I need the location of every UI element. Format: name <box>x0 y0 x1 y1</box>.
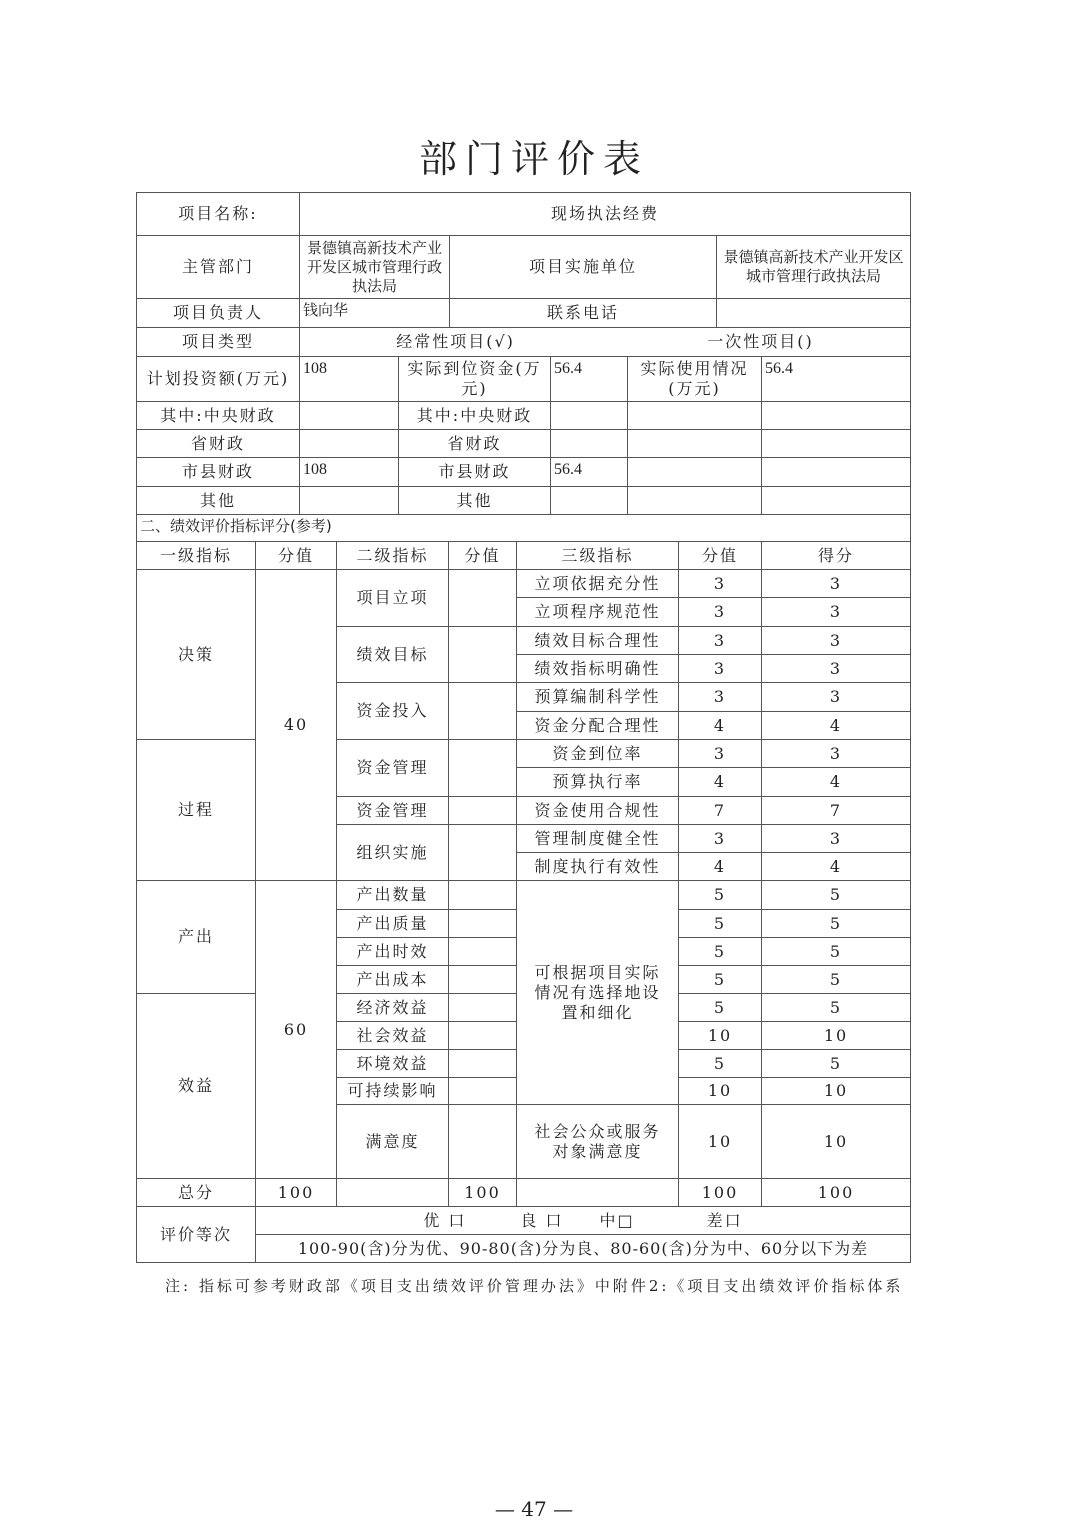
level2-cell: 产出数量 <box>336 880 449 910</box>
actual-source-value: 56.4 <box>550 457 628 487</box>
actual-value: 56.4 <box>550 356 628 402</box>
column-header: 二级指标 <box>336 541 449 570</box>
level3-cell: 预算执行率 <box>516 767 679 797</box>
plan-source-value: 108 <box>299 457 399 487</box>
score-cell: 5 <box>761 880 911 910</box>
grade-rule: 100-90(含)分为优、90-80(含)分为良、80-60(含)分为中、60分以下为差 <box>255 1234 911 1263</box>
used-source-value <box>761 486 911 515</box>
score-cell: 3 <box>761 739 911 768</box>
level2-score <box>448 569 517 627</box>
level2-cell: 资金管理 <box>336 739 449 797</box>
points-cell: 3 <box>678 739 762 768</box>
total-label: 总分 <box>136 1178 256 1207</box>
score-cell: 10 <box>761 1104 911 1179</box>
level3-cell: 资金使用合规性 <box>516 796 679 825</box>
level2-cell: 满意度 <box>336 1104 449 1179</box>
used-source-label <box>627 429 762 458</box>
total-blank <box>516 1178 679 1207</box>
level1-cell: 过程 <box>136 739 256 881</box>
level2-score <box>448 1049 517 1078</box>
used-source-value <box>761 457 911 487</box>
points-cell: 4 <box>678 711 762 740</box>
fund-source-label: 其他 <box>136 486 300 515</box>
score-cell: 10 <box>761 1021 911 1050</box>
fund-source-label: 其中:中央财政 <box>136 401 300 430</box>
level2-cell: 资金投入 <box>336 682 449 740</box>
points-cell: 3 <box>678 597 762 627</box>
page-title: 部门评价表 <box>418 137 649 181</box>
points-cell: 3 <box>678 569 762 598</box>
column-header: 一级指标 <box>136 541 256 570</box>
score-cell: 4 <box>761 711 911 740</box>
dept-value: 景德镇高新技术产业开发区城市管理行政执法局 <box>299 235 450 299</box>
points-cell: 5 <box>678 1049 762 1078</box>
score-cell: 5 <box>761 937 911 966</box>
used-value: 56.4 <box>761 356 911 402</box>
plan-source-value <box>299 401 399 430</box>
plan-label: 计划投资额(万元) <box>136 356 300 402</box>
level2-score <box>448 1077 517 1105</box>
leader-label: 项目负责人 <box>136 298 300 328</box>
points-cell: 3 <box>678 682 762 712</box>
level1-score: 60 <box>255 880 337 1179</box>
column-header: 分值 <box>448 541 517 570</box>
points-cell: 3 <box>678 626 762 655</box>
score-cell: 5 <box>761 1049 911 1078</box>
column-header: 三级指标 <box>516 541 679 570</box>
fund-source-label: 市县财政 <box>398 457 551 487</box>
column-header: 分值 <box>678 541 762 570</box>
level3-cell: 立项程序规范性 <box>516 597 679 627</box>
level3-cell: 绩效指标明确性 <box>516 654 679 683</box>
type-regular: 经常性项目(√) <box>396 332 515 351</box>
used-source-label <box>627 486 762 515</box>
used-source-label <box>627 401 762 430</box>
level3-note: 可根据项目实际情况有选择地设置和细化 <box>516 880 679 1105</box>
level2-cell: 可持续影响 <box>336 1077 449 1105</box>
phone-value <box>716 298 911 328</box>
score-cell: 10 <box>761 1077 911 1105</box>
level3-cell: 预算编制科学性 <box>516 682 679 712</box>
level2-cell: 资金管理 <box>336 796 449 825</box>
level2-score <box>448 909 517 938</box>
leader-value: 钱向华 <box>299 298 450 328</box>
level2-score <box>448 682 517 740</box>
column-header: 分值 <box>255 541 337 570</box>
page-number: — 47 — <box>494 1497 574 1521</box>
score-cell: 3 <box>761 824 911 853</box>
type-label: 项目类型 <box>136 327 300 357</box>
score-cell: 4 <box>761 852 911 881</box>
level2-cell: 经济效益 <box>336 993 449 1022</box>
level1-cell: 效益 <box>136 993 256 1179</box>
points-cell: 4 <box>678 767 762 797</box>
points-cell: 5 <box>678 880 762 910</box>
points-cell: 3 <box>678 824 762 853</box>
impl-label: 项目实施单位 <box>449 235 717 299</box>
phone-label: 联系电话 <box>449 298 717 328</box>
level3-cell: 社会公众或服务 对象满意度 <box>516 1104 679 1179</box>
score-cell: 4 <box>761 767 911 797</box>
type-once: 一次性项目() <box>707 332 814 351</box>
level2-score <box>448 1104 517 1179</box>
level2-score <box>448 824 517 881</box>
points-cell: 7 <box>678 796 762 825</box>
level2-score <box>448 626 517 683</box>
used-source-value <box>761 401 911 430</box>
level2-cell: 产出质量 <box>336 909 449 938</box>
actual-source-value <box>550 401 628 430</box>
level2-cell: 绩效目标 <box>336 626 449 683</box>
score-cell: 5 <box>761 993 911 1022</box>
level3-cell: 绩效目标合理性 <box>516 626 679 655</box>
actual-source-value <box>550 429 628 458</box>
grade-label: 评价等次 <box>136 1206 256 1263</box>
fund-source-label: 其他 <box>398 486 551 515</box>
points-cell: 5 <box>678 937 762 966</box>
level2-score <box>448 965 517 994</box>
level1-cell: 决策 <box>136 569 256 740</box>
level2-cell: 产出时效 <box>336 937 449 966</box>
section-heading: 二、绩效评价指标评分(参考) <box>136 514 911 542</box>
score-cell: 3 <box>761 654 911 683</box>
score-cell: 3 <box>761 626 911 655</box>
used-source-label <box>627 457 762 487</box>
level2-score <box>448 1021 517 1050</box>
points-cell: 5 <box>678 965 762 994</box>
level2-score <box>448 937 517 966</box>
level2-cell: 产出成本 <box>336 965 449 994</box>
plan-source-value <box>299 486 399 515</box>
actual-label: 实际到位资金(万元) <box>398 356 551 402</box>
plan-source-value <box>299 429 399 458</box>
score-cell: 3 <box>761 569 911 598</box>
fund-source-label: 其中:中央财政 <box>398 401 551 430</box>
level1-score: 40 <box>255 569 337 881</box>
plan-value: 108 <box>299 356 399 402</box>
fund-source-label: 市县财政 <box>136 457 300 487</box>
level2-score <box>448 739 517 797</box>
score-cell: 3 <box>761 682 911 712</box>
total-blank <box>336 1178 449 1207</box>
total-l1: 100 <box>255 1178 337 1207</box>
level2-score <box>448 993 517 1022</box>
column-header: 得分 <box>761 541 911 570</box>
level2-cell: 项目立项 <box>336 569 449 627</box>
score-cell: 5 <box>761 965 911 994</box>
dept-label: 主管部门 <box>136 235 300 299</box>
points-cell: 10 <box>678 1104 762 1179</box>
points-cell: 10 <box>678 1021 762 1050</box>
score-cell: 5 <box>761 909 911 938</box>
points-cell: 5 <box>678 993 762 1022</box>
footnote: 注: 指标可参考财政部《项目支出绩效评价管理办法》中附件2:《项目支出绩效评价指标体系 <box>165 1277 904 1295</box>
total-l3: 100 <box>678 1178 762 1207</box>
impl-value: 景德镇高新技术产业开发区城市管理行政执法局 <box>716 235 911 299</box>
level2-score <box>448 796 517 825</box>
actual-source-value <box>550 486 628 515</box>
level2-cell: 组织实施 <box>336 824 449 881</box>
level1-cell: 产出 <box>136 880 256 994</box>
points-cell: 4 <box>678 852 762 881</box>
score-cell: 7 <box>761 796 911 825</box>
score-cell: 3 <box>761 597 911 627</box>
level3-cell: 管理制度健全性 <box>516 824 679 853</box>
project-name-value: 现场执法经费 <box>299 192 911 236</box>
fund-source-label: 省财政 <box>136 429 300 458</box>
points-cell: 10 <box>678 1077 762 1105</box>
total-score: 100 <box>761 1178 911 1207</box>
level2-cell: 环境效益 <box>336 1049 449 1078</box>
project-name-label: 项目名称: <box>136 192 300 236</box>
points-cell: 3 <box>678 654 762 683</box>
level3-cell: 立项依据充分性 <box>516 569 679 598</box>
level2-cell: 社会效益 <box>336 1021 449 1050</box>
type-options <box>299 327 911 357</box>
level3-cell: 资金分配合理性 <box>516 711 679 740</box>
used-source-value <box>761 429 911 458</box>
grade-options: 优 口 良 口 中□ 差口 <box>255 1206 911 1235</box>
points-cell: 5 <box>678 909 762 938</box>
level3-cell: 制度执行有效性 <box>516 852 679 881</box>
level3-cell: 资金到位率 <box>516 739 679 768</box>
fund-source-label: 省财政 <box>398 429 551 458</box>
level2-score <box>448 880 517 910</box>
total-l2: 100 <box>448 1178 517 1207</box>
used-label: 实际使用情况(万元) <box>627 356 762 402</box>
